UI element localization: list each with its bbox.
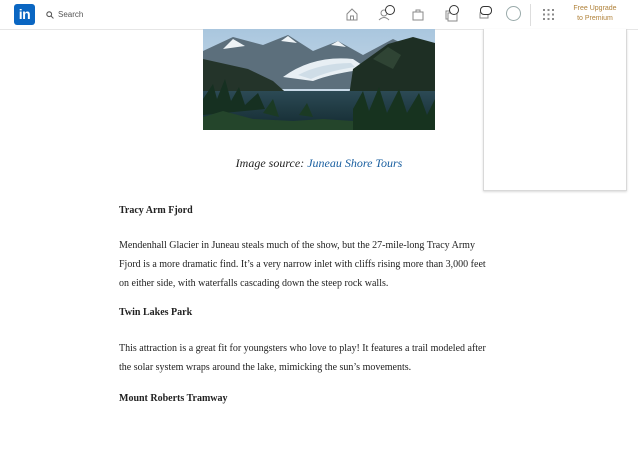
premium-line-2: to Premium [577, 15, 613, 22]
premium-line-1: Free Upgrade [573, 5, 617, 12]
search-icon [46, 11, 54, 19]
jobs-icon[interactable] [410, 5, 426, 23]
paragraph-line: the solar system wraps around the lake, mimicking the sun’s movements. [119, 362, 412, 373]
paragraph-line: This attraction is a great fit for youngsters who love to play! It features a trail modeled after [119, 343, 486, 354]
nav-divider [530, 4, 531, 26]
section-paragraph-tracy-arm-fjord [119, 236, 524, 293]
network-badge [385, 5, 395, 15]
avatar-icon[interactable] [506, 6, 521, 21]
search-label: Search [58, 10, 84, 19]
home-icon[interactable] [344, 5, 360, 23]
paragraph-line: on either side, with waterfalls cascading down the steep rock walls. [119, 278, 389, 289]
caption-source-link[interactable]: Juneau Shore Tours [307, 156, 403, 170]
top-nav [0, 0, 638, 30]
search-bar[interactable] [46, 8, 83, 21]
section-heading-tracy-arm-fjord: Tracy Arm Fjord [119, 205, 193, 216]
apps-grid-icon[interactable] [543, 9, 554, 20]
premium-upgrade-link[interactable] [566, 4, 624, 24]
article-image [203, 29, 435, 130]
section-heading-mount-roberts-tramway: Mount Roberts Tramway [119, 393, 228, 404]
notifications-badge [480, 6, 492, 15]
caption-prefix: Image source: [235, 156, 308, 170]
paragraph-line: Mendenhall Glacier in Juneau steals much of the show, but the 27-mile-long Tracy Army [119, 240, 475, 251]
right-side-panel [483, 29, 627, 191]
section-paragraph-twin-lakes-park [119, 339, 524, 377]
linkedin-logo[interactable]: in [14, 4, 35, 25]
messaging-badge [449, 5, 459, 15]
paragraph-line: Fjord is a more dramatic find. It’s a very narrow inlet with cliffs rising more than 3,000 feet [119, 259, 486, 270]
section-heading-twin-lakes-park: Twin Lakes Park [119, 307, 193, 318]
